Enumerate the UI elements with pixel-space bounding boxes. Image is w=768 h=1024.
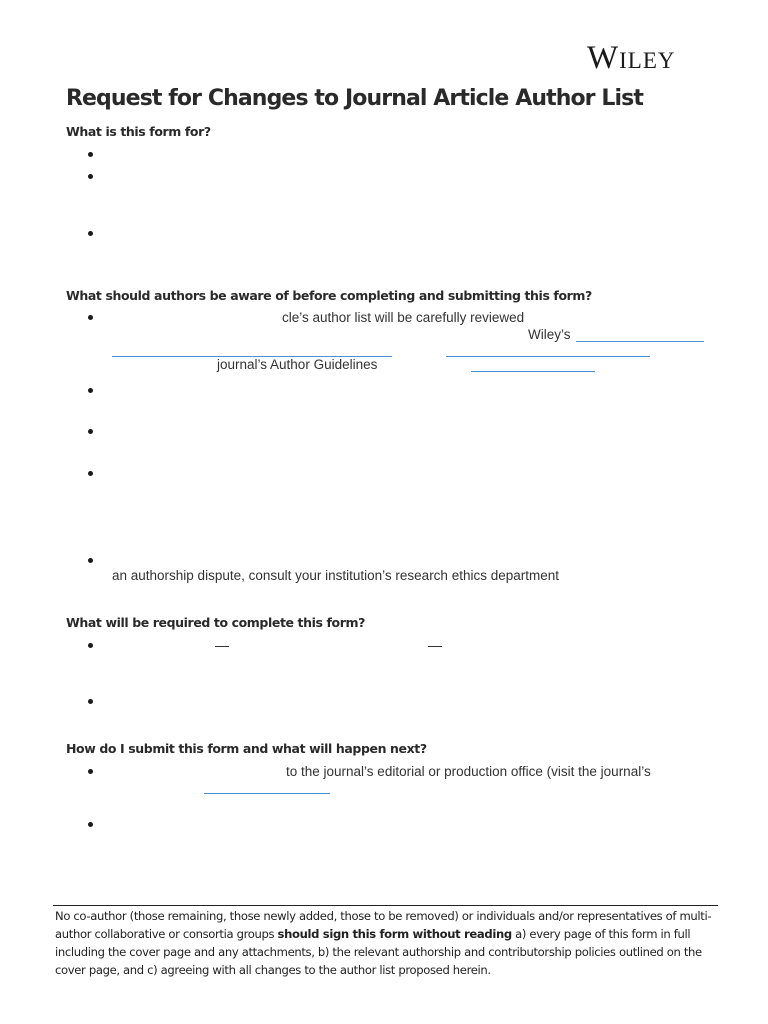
- hyperlink-underline[interactable]: [204, 793, 330, 794]
- hyperlink-underline[interactable]: [446, 356, 650, 357]
- bullet-icon: [88, 643, 93, 648]
- bullet-icon: [88, 152, 93, 157]
- bullet-icon: [88, 388, 93, 393]
- bullet-icon: [88, 822, 93, 827]
- wiley-logo: Wiley: [587, 40, 676, 76]
- bullet-icon: [88, 471, 93, 476]
- text-fragment-submit: to the journal’s editorial or production office (visit the journal’s: [286, 764, 651, 779]
- text-fragment-reviewed: cle’s author list will be carefully reviewed: [282, 310, 525, 325]
- bullet-icon: [88, 231, 93, 236]
- text-fragment-wileys: Wiley’s: [528, 327, 571, 342]
- bullet-icon: [88, 429, 93, 434]
- bullet-icon: [88, 174, 93, 179]
- hyperlink-underline[interactable]: [576, 341, 704, 342]
- section-heading-awareness: What should authors be aware of before completing and submitting this form?: [66, 288, 592, 303]
- bullet-icon: [88, 699, 93, 704]
- divider: [53, 905, 718, 906]
- hyperlink-underline[interactable]: [471, 371, 595, 372]
- bullet-icon: [88, 315, 93, 320]
- section-heading-submission: How do I submit this form and what will happen next?: [66, 741, 427, 756]
- em-dash: [215, 646, 229, 647]
- signature-notice: [55, 907, 719, 979]
- bullet-icon: [88, 769, 93, 774]
- section-heading-requirements: What will be required to complete this form?: [66, 615, 365, 630]
- bullet-icon: [88, 558, 93, 563]
- notice-text: No co-author (those remaining, those newly added, those to be removed) or individuals and/or representatives of multi-author collaborative or consortia groups: [55, 909, 712, 941]
- text-fragment-dispute: an authorship dispute, consult your institution’s research ethics department: [112, 568, 560, 583]
- notice-text: a) every page of this form in full including the cover page and any attachments, b) the relevant authorship and contributorship policies outlined on the cover page, and c) agreeing with all changes to the author list proposed herein.: [55, 927, 702, 977]
- page-title: Request for Changes to Journal Article Author List: [66, 86, 643, 111]
- section-heading-purpose: What is this form for?: [66, 124, 211, 139]
- notice-emphasis: should sign this form without reading: [277, 927, 512, 941]
- em-dash: [428, 646, 442, 647]
- text-fragment-author-guidelines: journal’s Author Guidelines: [217, 357, 378, 372]
